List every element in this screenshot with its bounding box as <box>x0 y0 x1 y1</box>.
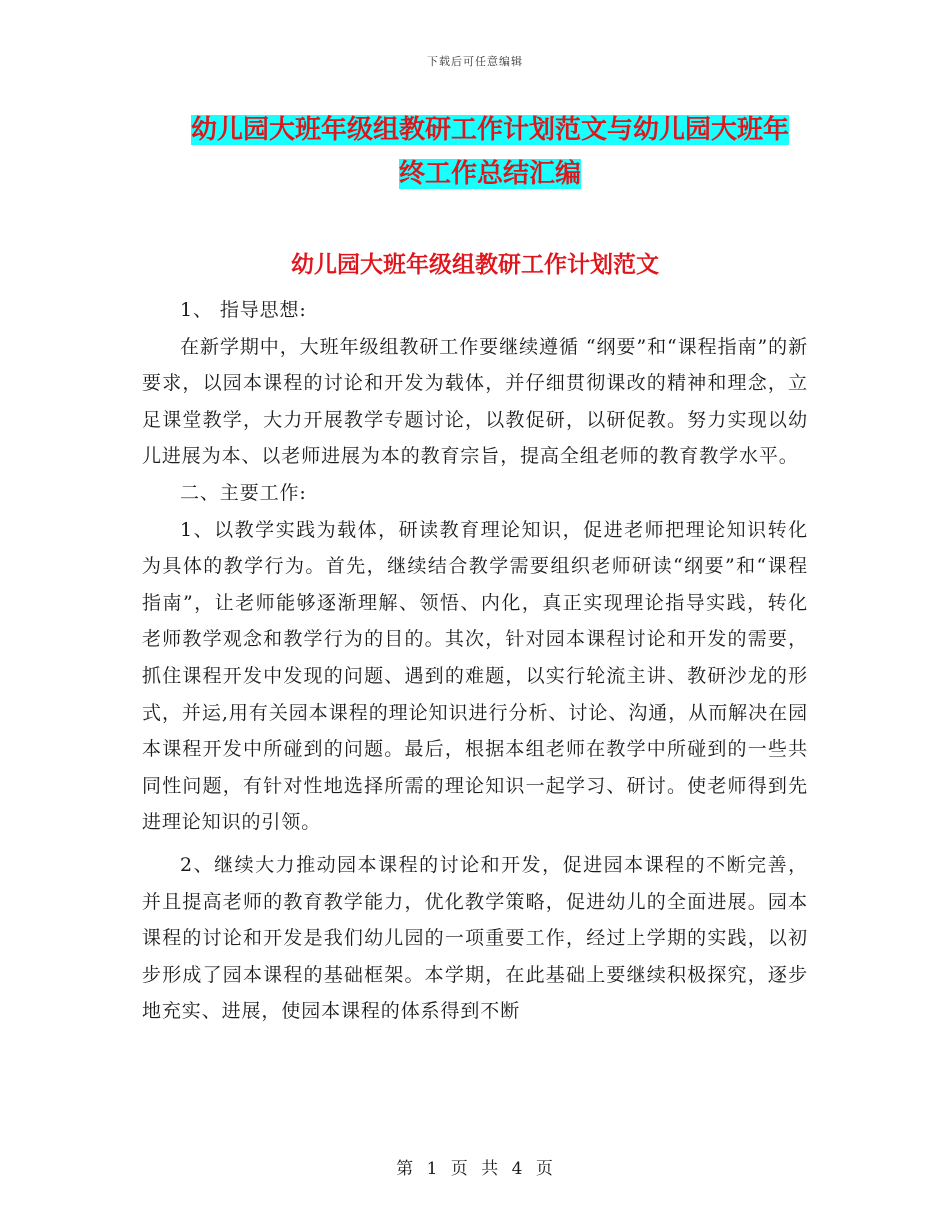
section-title: 幼儿园大班年级组教研工作计划范文 <box>291 252 659 278</box>
header-note: 下载后可任意编辑 <box>427 55 523 68</box>
document-title <box>140 108 840 196</box>
heading-main-work: 二、主要工作: <box>180 481 307 504</box>
document-title-line-2: 终工作总结汇编 <box>398 159 581 189</box>
document-body <box>142 292 808 1030</box>
paragraph-work-item-2: 2、继续大力推动园本课程的讨论和开发，促进园本课程的不断完善，并且提高老师的教育教学能力，优化教学策略，促进幼儿的全面进展。园本课程的讨论和开发是我们幼儿园的一项重要工作，经过上学期的实践，以初步形成了园本课程的基础框架。本学期，在此基础上要继续积极探究，逐步地充实、进展，使园本课程的体系得到不断 <box>142 853 808 1023</box>
document-title-line-1: 幼儿园大班年级组教研工作计划范文与幼儿园大班年 <box>190 115 789 145</box>
paragraph-work-item-1: 1、以教学实践为载体，研读教育理论知识，促进老师把理论知识转化为具体的教学行为。首先，继续结合教学需要组织老师研读“纲要”和“课程指南”，让老师能够逐渐理解、领悟、内化，真正实现理论指导实践，转化老师教学观念和教学行为的目的。其次，针对园本课程讨论和开发的需要，抓住课程开发中发现的问题、遇到的难题，以实行轮流主讲、教研沙龙的形式，并运,用有关园本课程的理论知识进行分析、讨论、沟通，从而解决在园本课程开发中所碰到的问题。最后，根据本组老师在教学中所碰到的一些共同性问题，有针对性地选择所需的理论知识一起学习、研讨。使老师得到先进理论知识的引领。 <box>142 518 808 834</box>
heading-guiding-thought: 1、 指导思想: <box>180 299 307 321</box>
paragraph-guiding-thought: 在新学期中，大班年级组教研工作要继续遵循 “纲要”和“课程指南”的新要求，以园本课程的讨论和开发为载体，并仔细贯彻课改的精神和理念，立足课堂教学，大力开展教学专题讨论，以教促研，以研促教。努力实现以幼儿进展为本、以老师进展为本的教育宗旨，提高全组老师的教育教学水平。 <box>142 335 808 468</box>
page-footer: 第 1 页 共 4 页 <box>396 1159 554 1179</box>
